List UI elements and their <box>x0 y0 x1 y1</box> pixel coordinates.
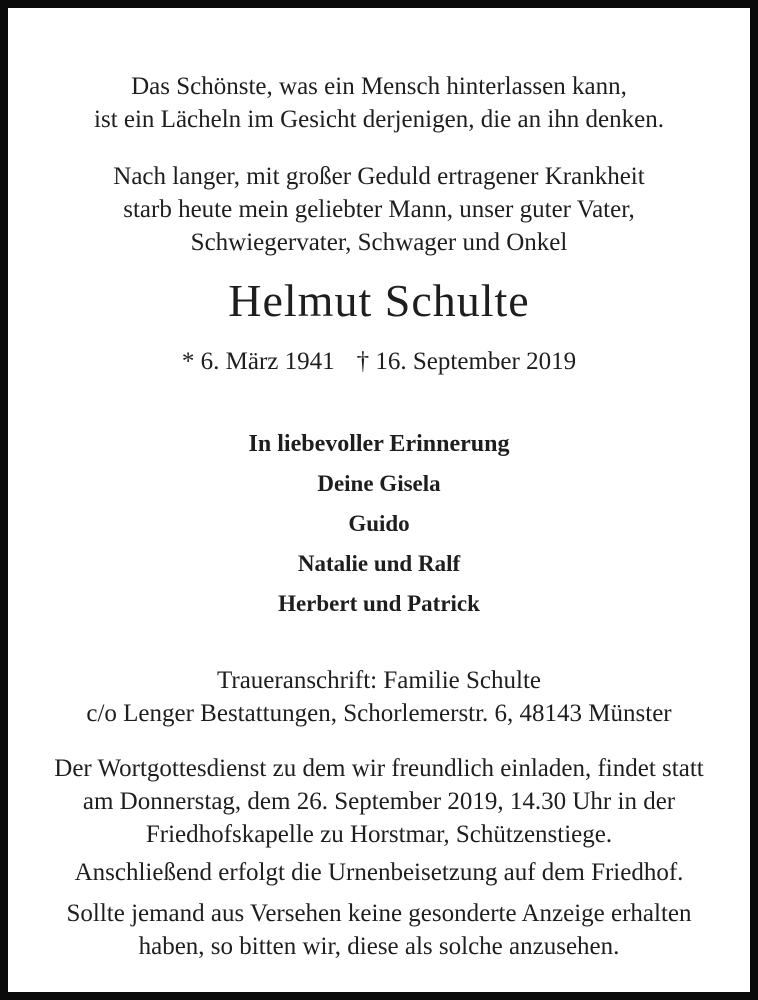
mourners-block <box>8 430 750 618</box>
service-info <box>8 752 750 851</box>
epigraph <box>8 70 750 136</box>
announcement-line: starb heute mein geliebter Mann, unser guter Vater, <box>123 196 635 223</box>
address-line: Traueranschrift: Familie Schulte <box>216 667 541 694</box>
mourner-name: Deine Gisela <box>317 471 441 496</box>
address-line: c/o Lenger Bestattungen, Schorlemerstr. 6, 48143 Münster <box>86 700 672 727</box>
apology-line: haben, so bitten wir, diese als solche anzusehen. <box>138 933 620 960</box>
mourner-name: Guido <box>348 511 410 536</box>
mourning-address <box>8 664 750 730</box>
apology-line: Sollte jemand aus Versehen keine gesonderte Anzeige erhalten <box>66 900 692 927</box>
apology-note <box>8 897 750 963</box>
epigraph-line: Das Schönste, was ein Mensch hinterlassen kann, <box>131 73 627 100</box>
mourners-heading: In liebevoller Erinnerung <box>248 431 510 457</box>
service-line: am Donnerstag, dem 26. September 2019, 14.30 Uhr in der <box>82 788 676 815</box>
announcement <box>8 160 750 259</box>
announcement-line: Nach langer, mit großer Geduld ertragener Krankheit <box>113 163 645 190</box>
mourner-name: Herbert und Patrick <box>278 591 480 616</box>
birth-date: * 6. März 1941 <box>181 348 335 375</box>
life-dates <box>8 345 750 378</box>
obituary-content <box>8 8 750 992</box>
death-date: † 16. September 2019 <box>356 348 577 375</box>
deceased-name: Helmut Schulte <box>228 275 530 326</box>
mourner-name: Natalie und Ralf <box>297 551 461 576</box>
epigraph-line: ist ein Lächeln im Gesicht derjenigen, die an ihn denken. <box>94 106 664 133</box>
announcement-line: Schwiegervater, Schwager und Onkel <box>190 229 568 256</box>
service-line: Der Wortgottesdienst zu dem wir freundlich einladen, findet statt <box>54 755 704 782</box>
burial-info: Anschließend erfolgt die Urnenbeisetzung auf dem Friedhof. <box>74 859 684 886</box>
service-line: Friedhofskapelle zu Horstmar, Schützenstiege. <box>145 821 613 848</box>
